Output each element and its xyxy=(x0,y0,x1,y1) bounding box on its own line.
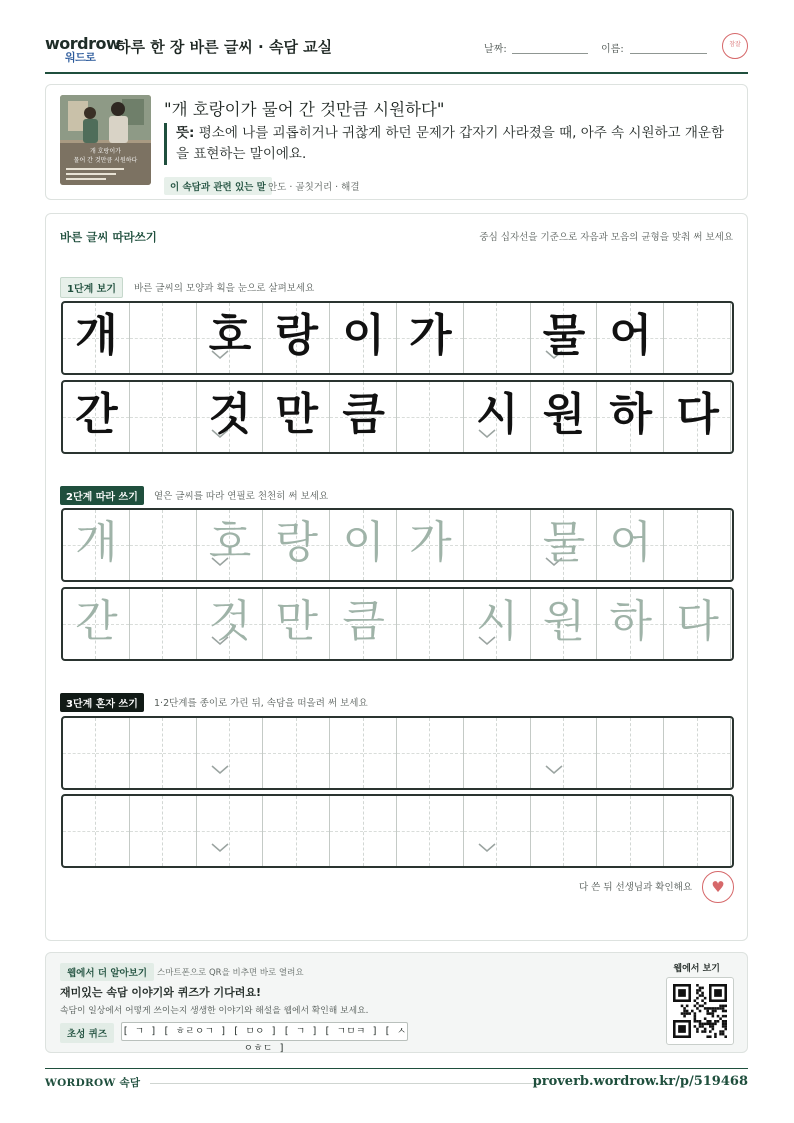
grid-cell xyxy=(564,796,597,866)
grid-cell xyxy=(63,796,96,866)
grid-cell xyxy=(96,796,129,866)
grid-cell xyxy=(63,718,96,788)
grid-cell xyxy=(497,303,530,373)
heart-stamp-icon: ♥ xyxy=(702,871,734,903)
grid-cell xyxy=(130,718,163,788)
practice-character: 이 xyxy=(342,517,385,568)
practice-character: 랑 xyxy=(275,517,319,568)
practice-character: 물 xyxy=(542,517,586,568)
meaning-label: 뜻: xyxy=(176,125,195,141)
grid-cell xyxy=(531,796,564,866)
teacher-check-note: 다 쓴 뒤 선생님과 확인해요 xyxy=(578,882,692,893)
practice-character: 만 xyxy=(275,596,319,647)
grid-cell xyxy=(664,796,697,866)
wordrow-logo xyxy=(45,34,121,64)
footer-rule xyxy=(150,1083,540,1084)
practice-character: 간 xyxy=(75,596,118,647)
practice-character: 다 xyxy=(676,389,719,440)
teacher-stamp-icon xyxy=(722,33,748,59)
practice-character: 개 xyxy=(75,310,118,361)
step1-note: 바른 글씨의 모양과 획을 눈으로 살펴보세요 xyxy=(134,283,315,294)
step3-note: 1·2단계를 종이로 가린 뒤, 속담을 떠올려 써 보세요 xyxy=(154,698,368,709)
grid-cell xyxy=(163,303,196,373)
grid-cell xyxy=(297,796,330,866)
grid-cell xyxy=(163,718,196,788)
proverb-heading: "개 호랑이가 물어 간 것만큼 시원하다" xyxy=(164,100,445,119)
grid-cell xyxy=(564,718,597,788)
grid-cell xyxy=(698,718,731,788)
step2-badge: 2단계 따라 쓰기 xyxy=(60,486,144,505)
practice-character: 시 xyxy=(475,389,519,440)
grid-cell xyxy=(430,589,463,659)
grid-cell xyxy=(464,303,497,373)
grid-cell xyxy=(597,796,630,866)
grid-cell xyxy=(397,718,430,788)
practice-character: 간 xyxy=(75,389,118,440)
grid-cell xyxy=(130,303,163,373)
date-label: 날짜: xyxy=(484,44,507,55)
practice-character: 원 xyxy=(542,596,586,647)
grid-cell xyxy=(130,589,163,659)
date-field[interactable] xyxy=(512,53,588,54)
name-field[interactable] xyxy=(630,53,707,54)
worksheet-header xyxy=(45,30,748,74)
practice-character: 것 xyxy=(208,389,252,440)
step3-row-1[interactable] xyxy=(61,716,734,790)
grid-cell xyxy=(330,796,363,866)
grid-cell xyxy=(163,382,196,452)
grid-cell xyxy=(364,718,397,788)
qr-label: 웹에서 보기 xyxy=(673,964,720,974)
grid-cell xyxy=(597,718,630,788)
grid-cell xyxy=(497,510,530,580)
name-label: 이름: xyxy=(601,44,624,55)
proverb-intro-card xyxy=(45,84,748,200)
grid-cell xyxy=(531,718,564,788)
practice-character: 랑 xyxy=(275,310,319,361)
handwriting-practice-section xyxy=(45,213,748,941)
grid-cell xyxy=(698,510,731,580)
practice-character: 호 xyxy=(208,310,252,361)
grid-cell xyxy=(430,718,463,788)
page-title: 하루 한 장 바른 글씨 · 속담 교실 xyxy=(116,38,333,56)
grid-cell xyxy=(698,303,731,373)
logo-wordmark: wordrow xyxy=(45,34,121,53)
logo-subtext: 워드로 xyxy=(65,51,96,64)
step1-row-2 xyxy=(61,380,734,454)
footer-divider xyxy=(45,1068,748,1069)
web-hint: 스마트폰으로 QR을 비추면 바로 열려요 xyxy=(157,968,304,978)
practice-title: 바른 글씨 따라쓰기 xyxy=(60,230,157,244)
quiz-label: 초성 퀴즈 xyxy=(60,1023,114,1043)
practice-character: 큼 xyxy=(342,596,385,647)
practice-character: 어 xyxy=(609,517,653,568)
illustration-caption-1: 개 호랑이가 xyxy=(90,148,121,155)
practice-character: 이 xyxy=(342,310,385,361)
practice-character: 원 xyxy=(542,389,586,440)
grid-cell xyxy=(197,796,230,866)
grid-cell xyxy=(397,382,430,452)
practice-character: 물 xyxy=(542,310,586,361)
grid-cell xyxy=(130,382,163,452)
step2-note: 옅은 글씨를 따라 연필로 천천히 써 보세요 xyxy=(154,491,329,502)
practice-character: 가 xyxy=(409,517,452,568)
step3-badge: 3단계 혼자 쓰기 xyxy=(60,693,144,712)
footer-url[interactable]: proverb.wordrow.kr/p/519468 xyxy=(532,1074,748,1089)
grid-cell xyxy=(497,718,530,788)
step3-row-2[interactable] xyxy=(61,794,734,868)
grid-cell xyxy=(130,796,163,866)
grid-cell xyxy=(497,796,530,866)
qr-code-icon xyxy=(673,984,727,1038)
grid-cell xyxy=(297,718,330,788)
grid-cell xyxy=(197,718,230,788)
practice-character: 어 xyxy=(609,310,653,361)
practice-character: 시 xyxy=(475,596,519,647)
grid-cell xyxy=(163,589,196,659)
related-words-tag: 이 속담과 관련 있는 말 xyxy=(164,177,272,195)
grid-cell xyxy=(464,510,497,580)
grid-cell xyxy=(397,796,430,866)
illustration-caption-2: 물어 간 것만큼 시원하다 xyxy=(73,157,138,164)
grid-cell xyxy=(230,796,263,866)
step2-row-2[interactable] xyxy=(61,587,734,661)
space-marker-icon xyxy=(211,765,229,775)
practice-character: 호 xyxy=(208,517,252,568)
practice-character: 만 xyxy=(275,389,319,440)
footer-brand: WORDROW 속담 xyxy=(45,1077,141,1089)
grid-cell xyxy=(464,796,497,866)
practice-instruction: 중심 십자선을 기준으로 자음과 모음의 균형을 맞춰 써 보세요 xyxy=(479,232,733,243)
grid-cell xyxy=(364,796,397,866)
practice-character: 다 xyxy=(676,596,719,647)
step1-badge: 1단계 보기 xyxy=(60,277,123,298)
practice-character: 개 xyxy=(75,517,118,568)
grid-cell xyxy=(230,718,263,788)
grid-cell xyxy=(664,303,697,373)
practice-character: 가 xyxy=(409,310,452,361)
grid-cell xyxy=(163,796,196,866)
step2-row-1[interactable] xyxy=(61,508,734,582)
practice-character: 큼 xyxy=(342,389,385,440)
grid-cell xyxy=(397,589,430,659)
grid-cell xyxy=(664,510,697,580)
grid-cell xyxy=(330,718,363,788)
chosung-quiz: [ ㄱ ] [ ㅎㄹㅇㄱ ] [ ㅁㅇ ] [ ㄱ ] [ ㄱㅁㅋ ] [ ㅅㅇㅎㄷ ] xyxy=(121,1022,408,1041)
grid-cell xyxy=(464,718,497,788)
space-marker-icon xyxy=(211,843,229,853)
space-marker-icon xyxy=(545,765,563,775)
proverb-meaning xyxy=(164,123,724,165)
practice-character: 하 xyxy=(609,389,653,440)
qr-code[interactable] xyxy=(666,977,734,1045)
grid-cell xyxy=(163,510,196,580)
grid-cell xyxy=(263,796,296,866)
grid-cell xyxy=(430,382,463,452)
grid-cell xyxy=(664,718,697,788)
grid-cell xyxy=(698,796,731,866)
grid-cell xyxy=(631,796,664,866)
grid-cell xyxy=(430,796,463,866)
web-description: 속담이 일상에서 어떻게 쓰이는지 생생한 이야기와 해설을 웹에서 확인해 보세요. xyxy=(60,1006,369,1016)
step1-row-1 xyxy=(61,301,734,375)
web-tag: 웹에서 더 알아보기 xyxy=(60,963,154,981)
web-promo-box xyxy=(45,952,748,1053)
web-title: 재미있는 속담 이야기와 퀴즈가 기다려요! xyxy=(60,986,261,999)
related-words: 안도 · 골칫거리 · 해결 xyxy=(268,182,360,193)
grid-cell xyxy=(96,718,129,788)
grid-cell xyxy=(263,718,296,788)
practice-character: 하 xyxy=(609,596,653,647)
stamp-label: 참잘 xyxy=(729,41,741,48)
proverb-illustration xyxy=(60,95,151,185)
grid-cell xyxy=(631,718,664,788)
practice-character: 것 xyxy=(208,596,252,647)
space-marker-icon xyxy=(478,843,496,853)
illustration-scene xyxy=(60,95,151,185)
grid-cell xyxy=(130,510,163,580)
meaning-text: 평소에 나를 괴롭히거나 귀찮게 하던 문제가 갑자기 사라졌을 때, 아주 속 시원하고 개운함을 표현하는 말이에요. xyxy=(176,125,725,162)
